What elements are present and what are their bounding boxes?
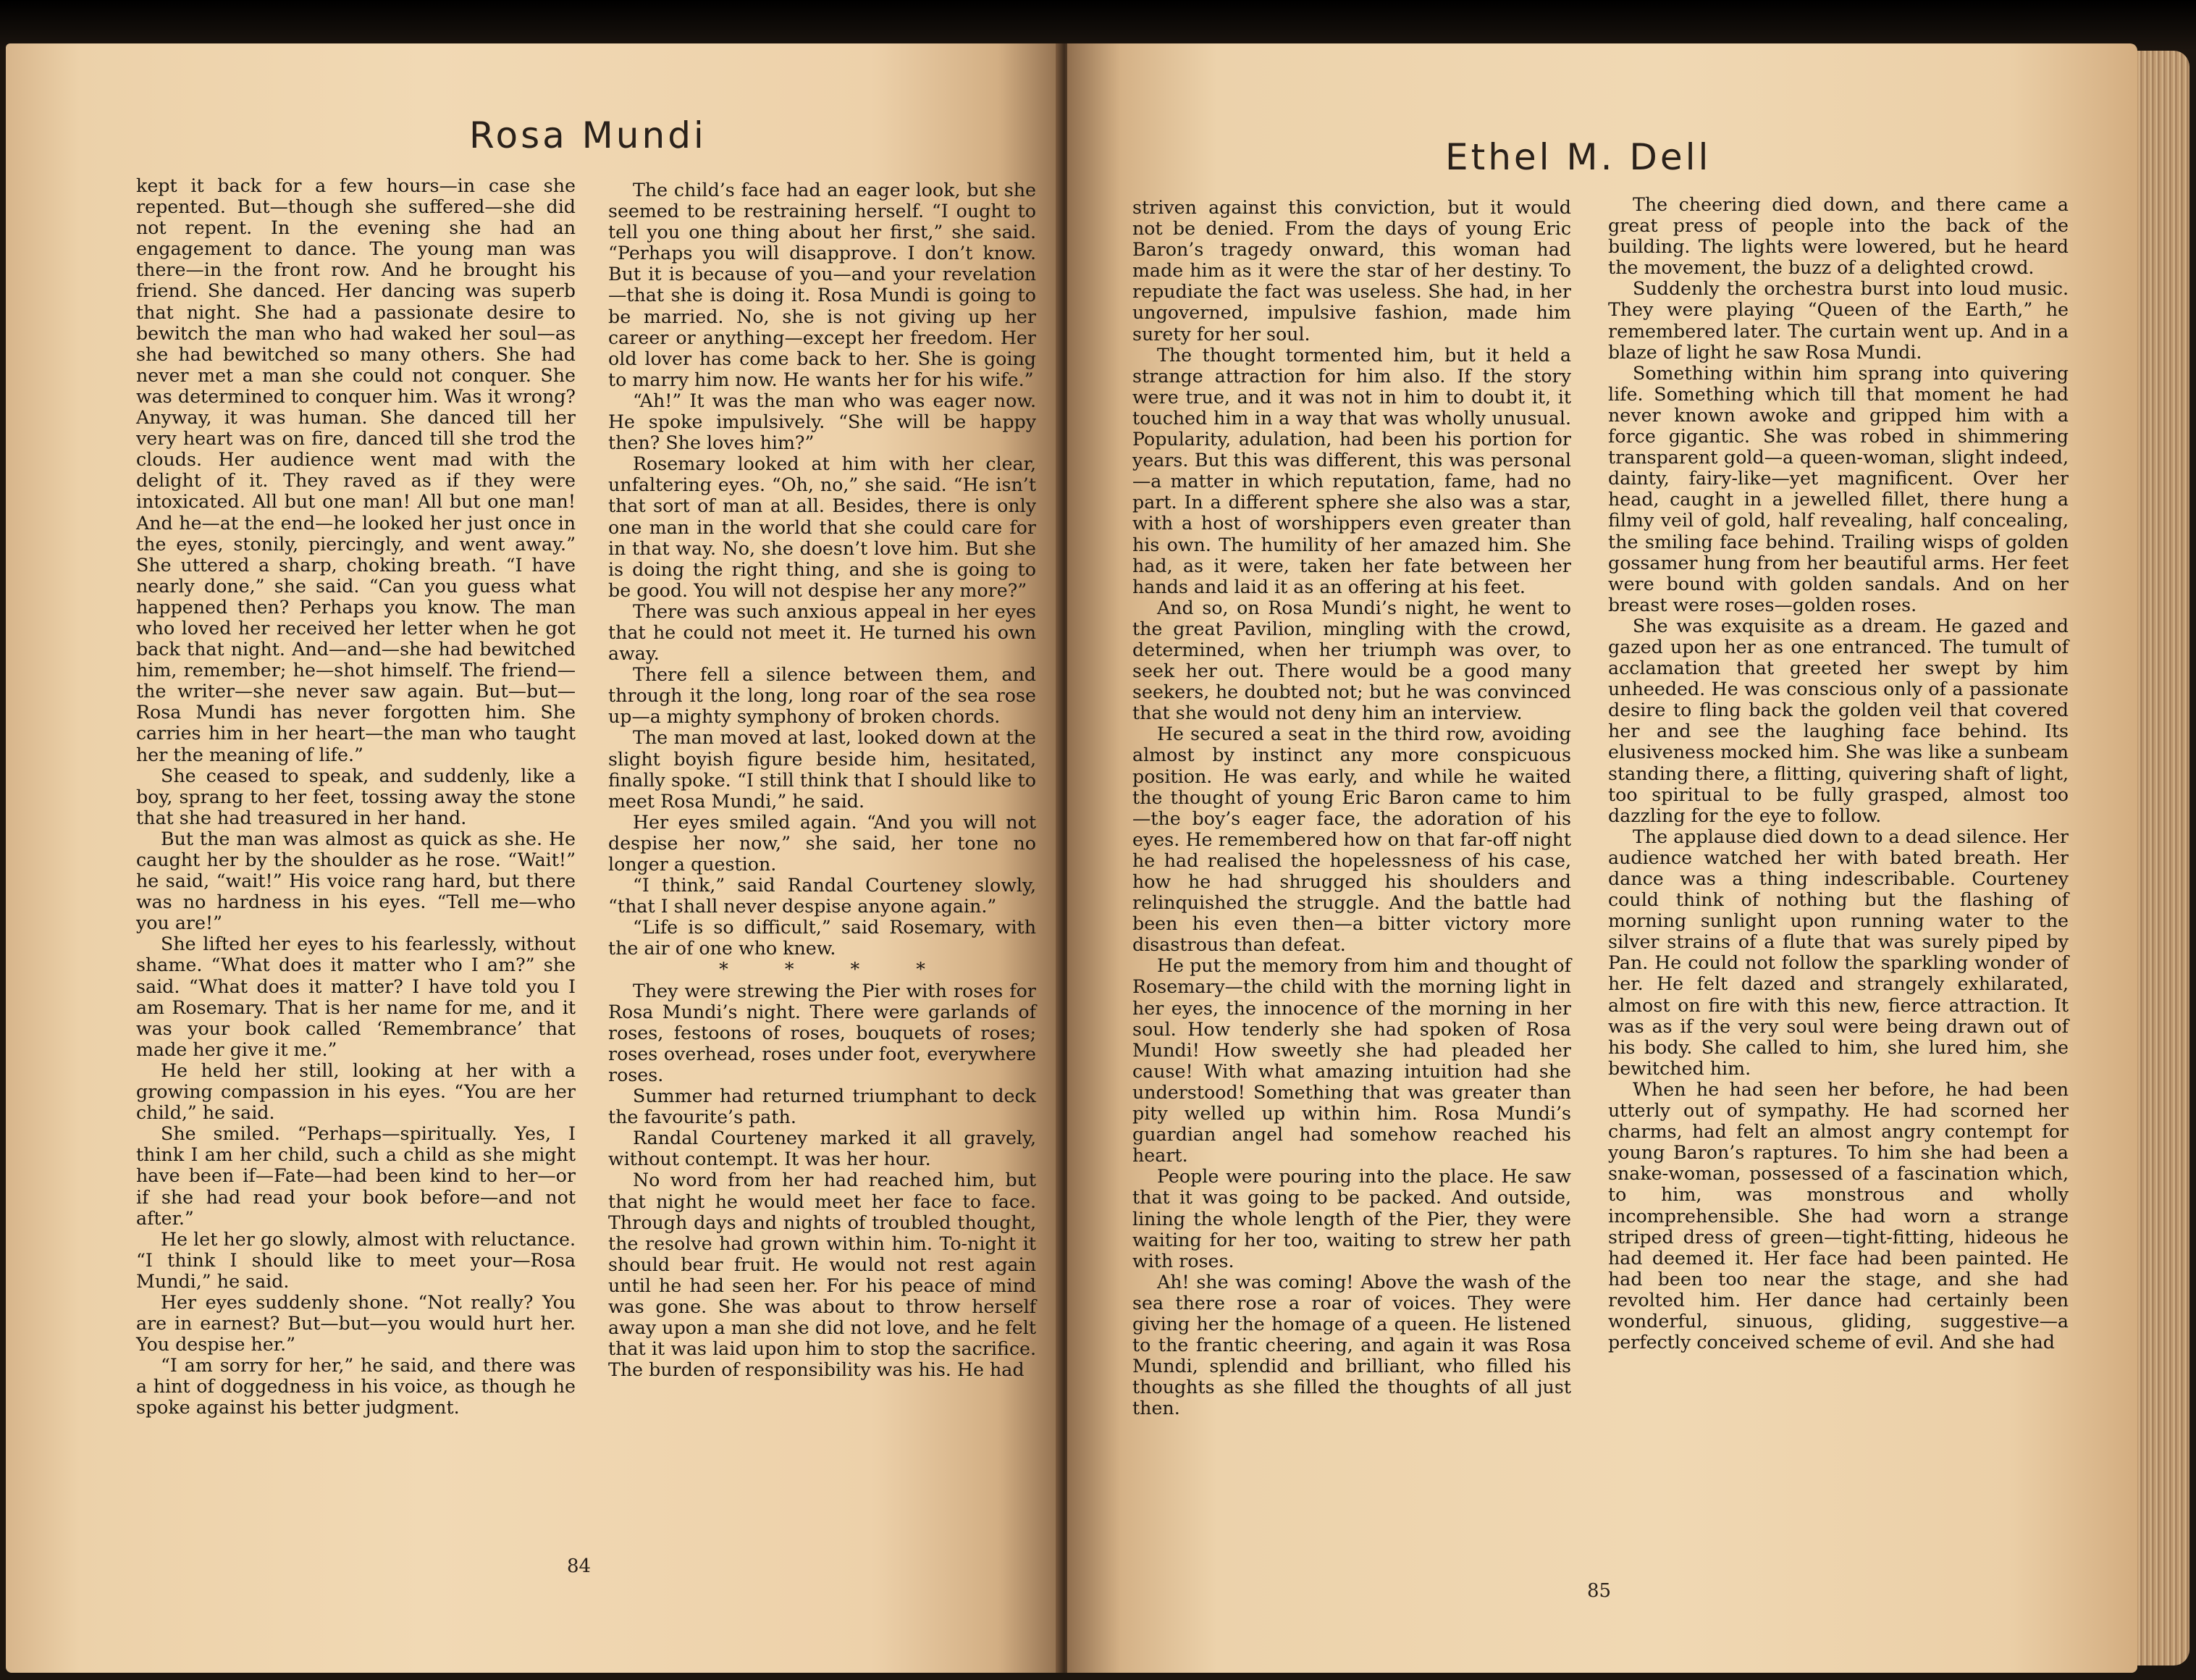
paragraph: People were pouring into the place. He saw that it was going to be packed. And outside, lining the whole length of the Pier, they were waiting for her too, waiting to strew her path with roses. xyxy=(1132,1166,1571,1272)
paragraph: kept it back for a few hours—in case she repented. But—though she suffered—she did not repent. In the evening she had an engagement to dance. The young man was there—in the front row. And he brought his friend. She danced. Her dancing was superb that night. She had a passionate desire to bewitch the man who had waked her soul—as she had bewitched so many others. She had never met a man she could not conquer. She was determined to conquer him. Was it wrong? Anyway, it was human. She danced till her very heart was on fire, danced till she trod the clouds. Her audience went mad with the delight of it. They raved as if they were intoxicated. All but one man! All but one man! And he—at the end—he looked her just once in the eyes, stonily, piercingly, and went away.” She uttered a sharp, choking breath. “I have nearly done,” she said. “Can you guess what happened then? Perhaps you know. The man who loved her received her letter when he got back that night. And—and—she had bewitched him, remember; he—shot himself. The friend—the writer—she never saw again. But—but—Rosa Mundi has never forgotten him. She carries him in her heart—the man who taught her the meaning of life.” xyxy=(136,175,576,765)
running-head-left: Rosa Mundi xyxy=(469,114,707,156)
paragraph: The man moved at last, looked down at the slight boyish figure beside him, hesitated, finally spoke. “I still think that I should like to meet Rosa Mundi,” he said. xyxy=(608,727,1036,812)
paragraph: “I think,” said Randal Courteney slowly, “that I shall never despise anyone again.” xyxy=(608,875,1036,917)
paragraph: The applause died down to a dead silence. Her audience watched her with bated breath. Her dance was a thing indescribable. Courteney could think of nothing but the flashing of morning sunlight upon running water to the silver strains of a flute that was surely piped by Pan. He could not follow the sparkling wonder of her. He felt dazed and strangely exhilarated, almost on fire with this new, fierce attraction. It was as if the very soul were being drawn out of his body. She called to him, she lured him, she bewitched him. xyxy=(1608,826,2069,1079)
paragraph: Summer had returned triumphant to deck the favourite’s path. xyxy=(608,1085,1036,1128)
paragraph: Her eyes smiled again. “And you will not despise her now,” she said, her tone no longer a question. xyxy=(608,811,1036,875)
paragraph: He let her go slowly, almost with reluctance. “I think I should like to meet your—Rosa Mundi,” he said. xyxy=(136,1228,576,1292)
paragraph: He put the memory from him and thought of Rosemary—the child with the morning light in her eyes, the innocence of the morning in her soul. How tenderly she had spoken of Rosa Mundi! How sweetly she had pleaded her cause! With what amazing intuition had she understood! Something that was greater than pity welled up within him. Rosa Mundi’s guardian angel had somehow reached his heart. xyxy=(1132,955,1571,1167)
paragraph: “Life is so difficult,” said Rosemary, with the air of one who knew. xyxy=(608,917,1036,959)
paragraph: striven against this conviction, but it would not be denied. From the days of young Eric Baron’s tragedy onward, this woman had made him as it were the star of her destiny. To repudiate the fact was useless. She had, in her ungoverned, impulsive fashion, made him surety for her soul. xyxy=(1132,197,1571,345)
right-page-column-2 xyxy=(1608,194,2069,1353)
paragraph: Randal Courteney marked it all gravely, without contempt. It was her hour. xyxy=(608,1127,1036,1170)
paragraph: She ceased to speak, and suddenly, like a boy, sprang to her feet, tossing away the stone that she had treasured in her hand. xyxy=(136,765,576,828)
book-page-edges xyxy=(2137,51,2189,1666)
paragraph: Rosemary looked at him with her clear, unfaltering eyes. “Oh, no,” she said. “He isn’t that sort of man at all. Besides, there is only one man in the world that she could care for in that way. No, she doesn’t love him. But she is doing the right thing, and she is going to be good. You will not despise her any more?” xyxy=(608,453,1036,601)
paragraph: No word from her had reached him, but that night he would meet her face to face. Through days and nights of troubled thought, the resolve had grown within him. To-night it should bear fruit. He would not rest again until he had seen her. For his peace of mind was gone. She was about to throw herself away upon a man she did not love, and he felt that it was laid upon him to stop the sacrifice. The burden of responsibility was his. He had xyxy=(608,1169,1036,1381)
paragraph: But the man was almost as quick as she. He caught her by the shoulder as he rose. “Wait!” he said, “wait!” His voice rang hard, but there was no hardness in his eyes. “Tell me—who you are!” xyxy=(136,828,576,934)
paragraph: She smiled. “Perhaps—spiritually. Yes, I think I am her child, such a child as she might have been if—Fate—had been kind to her—or if she had read your book before—and not after.” xyxy=(136,1123,576,1229)
left-page-column-1 xyxy=(136,175,576,1419)
paragraph: There was such anxious appeal in her eyes that he could not meet it. He turned his own away. xyxy=(608,600,1036,665)
running-head-right: Ethel M. Dell xyxy=(1445,136,1712,178)
paragraph: Something within him sprang into quivering life. Something which till that moment he had never known awoke and gripped him with a force gigantic. She was robed in shimmering transparent gold—a queen-woman, slight indeed, dainty, fairy-like—yet magnificent. Over her head, caught in a jewelled fillet, there hung a filmy veil of gold, half revealing, half concealing, the smiling face behind. Trailing wisps of golden gossamer hung from her beautiful arms. Her feet were bound with golden sandals. And on her breast were roses—golden roses. xyxy=(1608,362,2069,616)
paragraph: She was exquisite as a dream. He gazed and gazed upon her as one entranced. The tumult of acclamation that greeted her swept by him unheeded. He was conscious only of a passionate desire to fling back the golden veil that covered her and see the laughing face behind. Its elusiveness mocked him. She was like a sunbeam standing there, a flitting, quivering shaft of light, too spiritual to be fully grasped, almost too dazzling for the eye to follow. xyxy=(1608,615,2069,826)
paragraph: And so, on Rosa Mundi’s night, he went to the great Pavilion, mingling with the crowd, determined, when her triumph was over, to seek her out. There would be a good many seekers, he doubted not; but he was convinced that she would not deny him an interview. xyxy=(1132,597,1571,724)
paragraph: There fell a silence between them, and through it the long, long roar of the sea rose up—a mighty symphony of broken chords. xyxy=(608,664,1036,728)
left-page-column-2 xyxy=(608,180,1036,1380)
paragraph: He held her still, looking at her with a growing compassion in his eyes. “You are her child,” he said. xyxy=(136,1059,576,1124)
paragraph: When he had seen her before, he had been utterly out of sympathy. He had scorned her charms, had felt an almost angry contempt for young Baron’s raptures. To him she had been a snake-woman, possessed of a fascination which, to him, was monstrous and wholly incomprehensible. She had worn a strange striped dress of green—tight-fitting, hideous he had deemed it. Her face had been painted. He had been too near the stage, and she had revolted him. Her dance had certainly been wonderful, sinuous, gliding, suggestive—a perfectly conceived scheme of evil. And she had xyxy=(1608,1078,2069,1353)
paragraph: Ah! she was coming! Above the wash of the sea there rose a roar of voices. They were giving her the homage of a queen. He listened to the frantic cheering, and again it was Rosa Mundi, splendid and brilliant, who filled his thoughts as she filled the thoughts of all just then. xyxy=(1132,1271,1571,1419)
right-page-column-1 xyxy=(1132,197,1571,1419)
left-page xyxy=(6,43,1061,1673)
page-number-left: 84 xyxy=(567,1555,592,1577)
paragraph: “I am sorry for her,” he said, and there was a hint of doggedness in his voice, as though he spoke against his better judgment. xyxy=(136,1355,576,1419)
paragraph: She lifted her eyes to his fearlessly, without shame. “What does it matter who I am?” she said. “What does it matter? I have told you I am Rosemary. That is her name for me, and it was your book called ‘Remembrance’ that made her give it me.” xyxy=(136,933,576,1060)
paragraph: They were strewing the Pier with roses for Rosa Mundi’s night. There were garlands of roses, festoons of roses, bouquets of roses; roses overhead, roses under foot, everywhere roses. xyxy=(608,980,1036,1085)
paragraph: The cheering died down, and there came a great press of people into the back of the building. The lights were lowered, but he heard the movement, the buzz of a delighted crowd. xyxy=(1608,194,2069,279)
section-break: * * * * xyxy=(719,959,925,980)
page-number-right: 85 xyxy=(1587,1580,1612,1602)
paragraph: Her eyes suddenly shone. “Not really? You are in earnest? But—but—you would hurt her. You despise her.” xyxy=(136,1291,576,1356)
paragraph: Suddenly the orchestra burst into loud music. They were playing “Queen of the Earth,” he remembered later. The curtain went up. And in a blaze of light he saw Rosa Mundi. xyxy=(1608,278,2069,363)
paragraph: The child’s face had an eager look, but she seemed to be restraining herself. “I ought to tell you one thing about her first,” she said. “Perhaps you will disapprove. I don’t know. But it is because of you—and your revelation—that she is doing it. Rosa Mundi is going to be married. No, she is not giving up her career or anything—except her freedom. Her old lover has come back to her. She is going to marry him now. He wants her for his wife.” xyxy=(608,180,1036,390)
paragraph: He secured a seat in the third row, avoiding almost by instinct any more conspicuous position. He was early, and while he waited the thought of young Eric Baron came to him—the boy’s eager face, the adoration of his eyes. He remembered how on that far-off night he had realised the hopelessness of his case, how he had shrugged his shoulders and relinquished the struggle. And the battle had been his even then—a bitter victory more disastrous than defeat. xyxy=(1132,723,1571,956)
right-page xyxy=(1067,43,2137,1673)
paragraph: “Ah!” It was the man who was eager now. He spoke impulsively. “She will be happy then? She loves him?” xyxy=(608,390,1036,454)
paragraph: The thought tormented him, but it held a strange attraction for him also. If the story were true, and it was not in him to doubt it, it touched him in a way that was wholly unusual. Popularity, adulation, had been his portion for years. But this was different, this was personal—a matter in which reputation, fame, had no part. In a different sphere she also was a star, with a host of worshippers even greater than his own. The humility of her amazed him. She had, as it were, taken her fate between her hands and laid it as an offering at his feet. xyxy=(1132,344,1571,597)
